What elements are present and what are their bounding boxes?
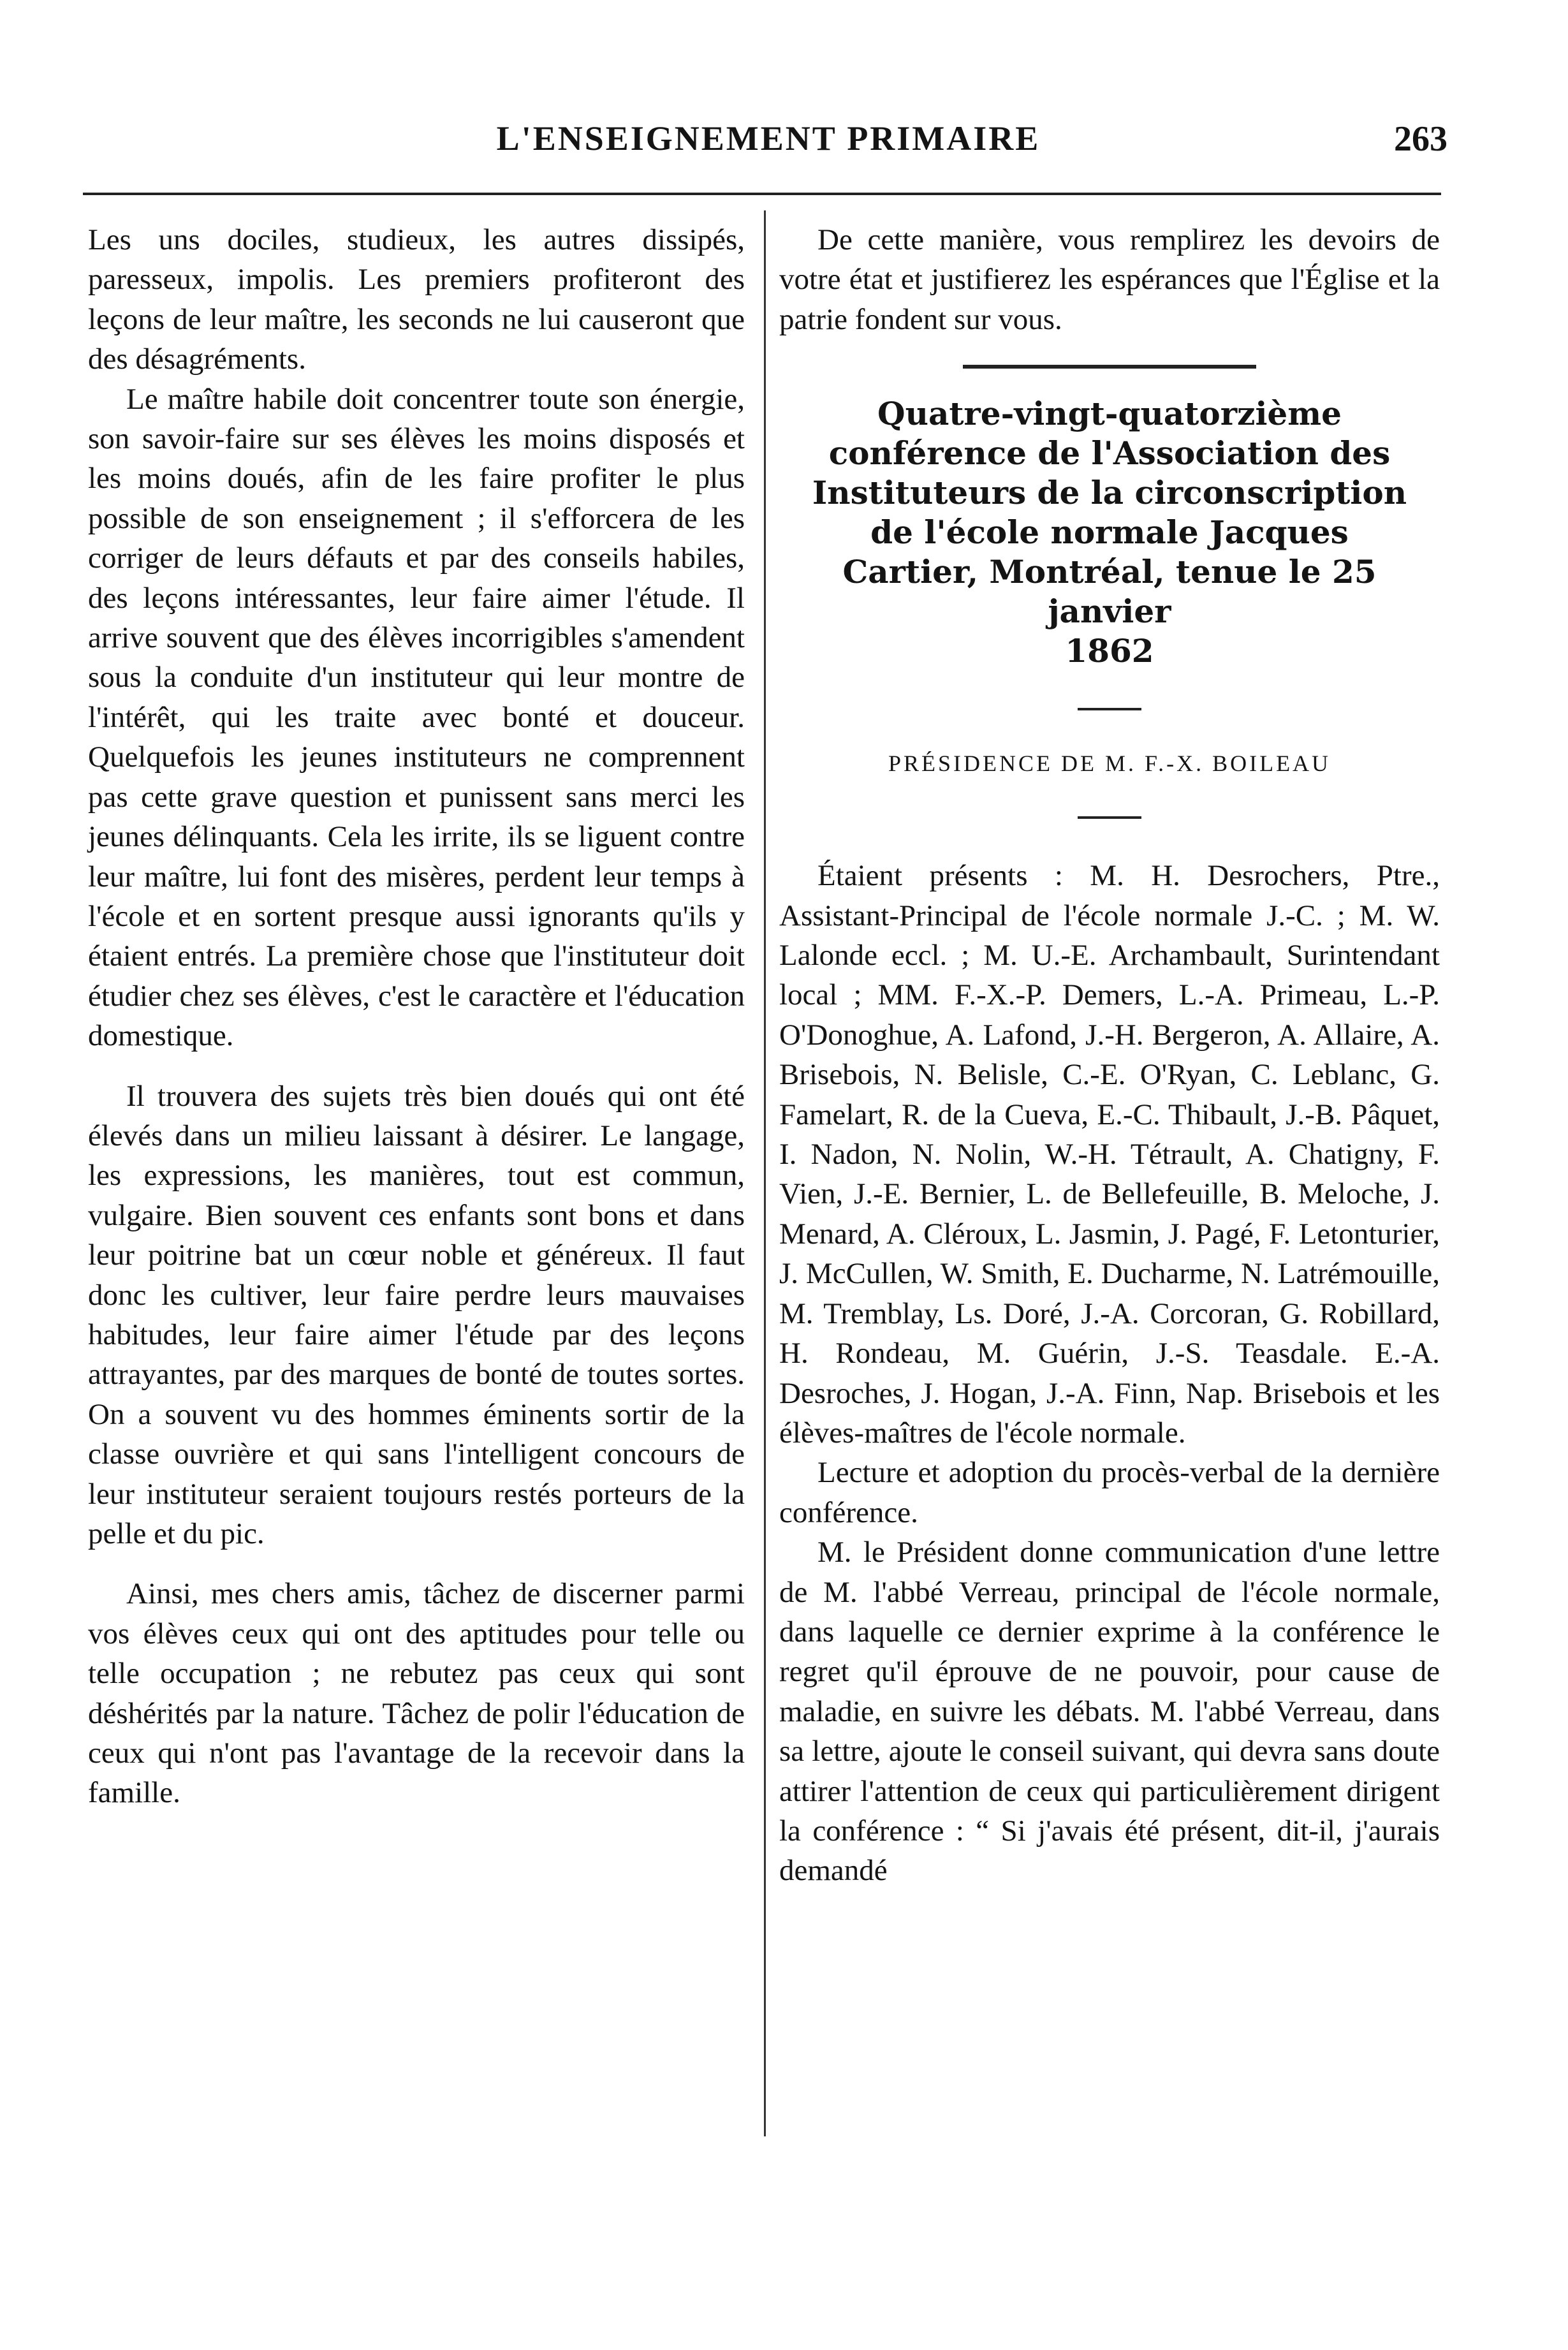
short-rule <box>1078 708 1141 710</box>
header-rule <box>83 193 1441 195</box>
column-divider <box>764 210 766 2136</box>
paragraph: Étaient présents : M. H. Desrochers, Ptre., Assistant-Principal de l'école normale J.-C. ; M. W. Lalonde eccl. ; M. U.-E. Archambault, Surintendant local ; MM. F.-X.-P. Demers, L.-A. Primeau, L.-P. O'Donoghue, A. Lafond, J.-H. Bergeron, A. Allaire, A. Brisebois, N. Belisle, C.-E. O'Ryan, C. Leblanc, G. Famelart, R. de la Cueva, E.-C. Thibault, J.-B. Pâquet, I. Nadon, N. Nolin, W.-H. Tétrault, A. Chatigny, F. Vien, J.-E. Bernier, L. de Bellefeuille, B. Meloche, J. Menard, A. Cléroux, L. Jasmin, J. Pagé, F. Letonturier, J. McCullen, W. Smith, E. Ducharme, N. Latrémouille, M. Tremblay, Ls. Doré, J.-A. Corcoran, G. Robillard, H. Rondeau, M. Guérin, J.-S. Teasdale. E.-A. Desroches, J. Hogan, J.-A. Finn, Nap. Brisebois et les élèves-maîtres de l'école normale. <box>779 859 1440 1450</box>
section-year: 1862 <box>1065 632 1154 670</box>
page-number: 263 <box>1394 119 1447 159</box>
short-rule <box>1078 816 1141 819</box>
section-heading: Quatre-vingt-quatorzième conférence de l'Association des Instituteurs de la circonscription de l'école normale Jacques Cartier, Montréal, tenue le 25 janvier <box>812 395 1407 631</box>
paragraph: Il trouvera des sujets très bien doués qui ont été élevés dans un milieu laissant à désirer. Le langage, les expressions, les manières, tout est commun, vulgaire. Bien souvent ces enfants sont bons et dans leur poitrine bat un cœur noble et généreux. Il faut donc les cultiver, leur faire perdre leurs mauvaises habitudes, leur faire aimer l'étude par des leçons attrayantes, par des marques de bonté de toutes sortes. On a souvent vu des hommes éminents sortir de la classe ouvrière et qui sans l'intelligent concours de leur instituteur seraient toujours restés porteurs de la pelle et du pic. <box>88 1079 745 1550</box>
paragraph: Ainsi, mes chers amis, tâchez de discerner parmi vos élèves ceux qui ont des aptitudes pour telle ou telle occupation ; ne rebutez pas ceux qui sont déshérités par la nature. Tâchez de polir l'éducation de ceux qui n'ont pas l'avantage de la recevoir dans la famille. <box>88 1577 745 1810</box>
paragraph: Le maître habile doit concentrer toute son énergie, son savoir-faire sur ses élèves les moins disposés et les moins doués, afin de les faire profiter le plus possible de son enseignement ; il s'efforcera de les corriger de leurs défauts et par des conseils habiles, des leçons intéressantes, leur faire aimer l'étude. Il arrive souvent que des élèves incorrigibles s'amendent sous la conduite d'un instituteur qui leur montre de l'intérêt, qui les traite avec bonté et douceur. Quelquefois les jeunes instituteurs ne comprennent pas cette grave question et punissent sans merci les jeunes délinquants. Cela les irrite, ils se liguent contre leur maître, lui font des misères, perdent leur temps à l'école et en sortent presque aussi ignorants qu'ils y étaient entrés. La première chose que l'instituteur doit étudier chez ses élèves, c'est le caractère et l'éducation domestique. <box>88 382 745 1053</box>
paragraph: Lecture et adoption du procès-verbal de la dernière conférence. <box>779 1456 1440 1529</box>
right-column <box>779 220 1440 1891</box>
left-column <box>88 220 745 1813</box>
presidence-line: PRÉSIDENCE DE M. F.-X. BOILEAU <box>888 751 1331 777</box>
paragraph: M. le Président donne communication d'une lettre de M. l'abbé Verreau, principal de l'école normale, dans laquelle ce dernier exprime à la conférence le regret qu'il éprouve de ne pouvoir, pour cause de maladie, en suivre les débats. M. l'abbé Verreau, dans sa lettre, ajoute le conseil suivant, qui devra sans doute attirer l'attention de ceux qui particulièrement dirigent la conférence : “ Si j'avais été présent, dit-il, j'aurais demandé <box>779 1536 1440 1888</box>
page-header <box>89 119 1447 170</box>
ornament-rule <box>963 365 1256 369</box>
running-title: L'ENSEIGNEMENT PRIMAIRE <box>496 119 1041 158</box>
paragraph: De cette manière, vous remplirez les devoirs de votre état et justifierez les espérances que l'Église et la patrie fondent sur vous. <box>779 223 1440 336</box>
paragraph: Les uns dociles, studieux, les autres dissipés, paresseux, impolis. Les premiers profiteront des leçons de leur maître, les seconds ne lui causeront que des désagréments. <box>88 223 745 376</box>
